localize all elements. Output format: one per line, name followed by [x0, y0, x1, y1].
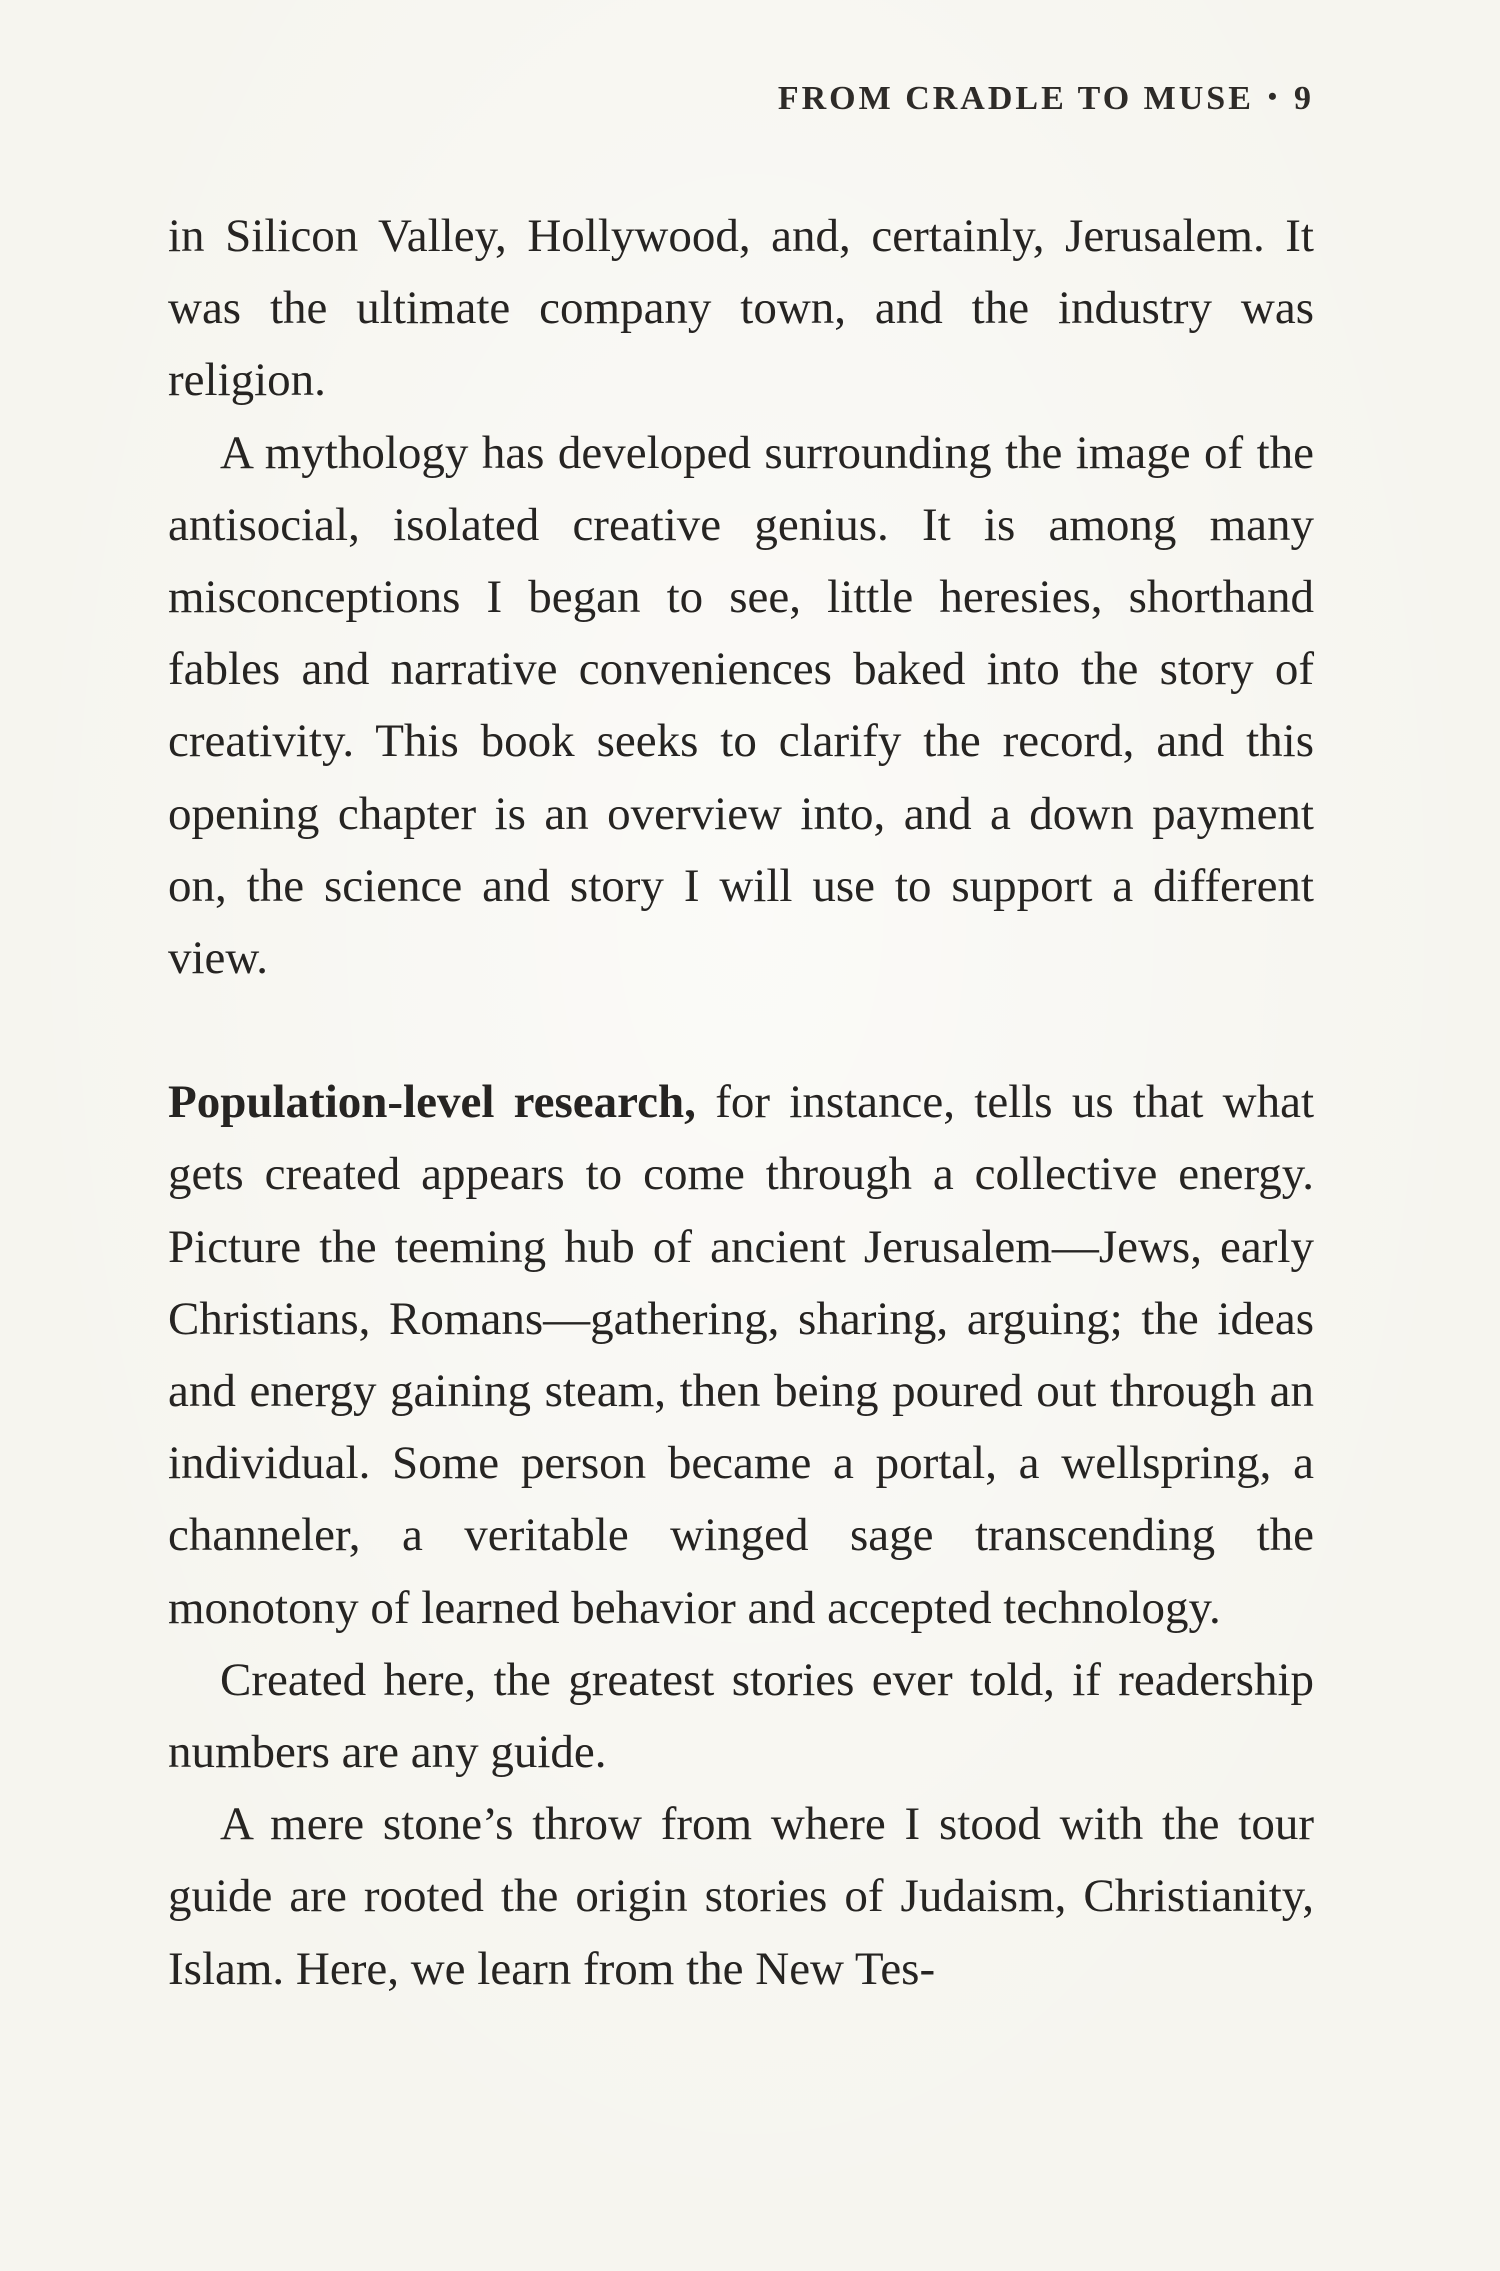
paragraph-4 — [168, 1644, 1314, 1788]
paragraph-5 — [168, 1788, 1314, 2005]
body-text — [168, 200, 1314, 2005]
paragraph-2 — [168, 417, 1314, 995]
paragraph-1-text: in Silicon Valley, Hollywood, and, certainly, Jerusalem. It was the ultimate company town, and the industry was religion. — [168, 210, 1314, 407]
running-head-title: FROM CRADLE TO MUSE — [777, 80, 1254, 117]
paragraph-1 — [168, 200, 1314, 417]
paragraph-5-text: A mere stone’s throw from where I stood with the tour guide are rooted the origin stories of Judaism, Christianity, Islam. Here, we learn from the New Tes- — [168, 1798, 1314, 1995]
paragraph-3 — [168, 1066, 1314, 1644]
paragraph-3-lead: Population-level research, — [168, 1076, 696, 1129]
paragraph-3-text: for instance, tells us that what gets created appears to come through a collective energy. Picture the teeming hub of ancient Jerusalem—Jews, early Christians, Romans—gathering, sharing, arguing; the ideas and energy gaining steam, then being poured out through an individual. Some person became a portal, a wellspring, a channeler, a veritable winged sage transcending the monotony of learned behavior and accepted technology. — [168, 1076, 1315, 1634]
running-head — [0, 80, 1314, 118]
paragraph-4-text: Created here, the greatest stories ever told, if readership numbers are any guide. — [168, 1653, 1314, 1779]
paragraph-2-text: A mythology has developed surrounding the image of the antisocial, isolated creative genius. It is among many misconceptions I began to see, little heresies, shorthand fables and narrative conveniences baked into the story of creativity. This book seeks to clarify the record, and this opening chapter is an overview into, and a down payment on, the science and story I will use to support a different view. — [168, 426, 1314, 985]
running-head-separator: • — [1267, 82, 1280, 111]
page-number: 9 — [1294, 80, 1314, 117]
